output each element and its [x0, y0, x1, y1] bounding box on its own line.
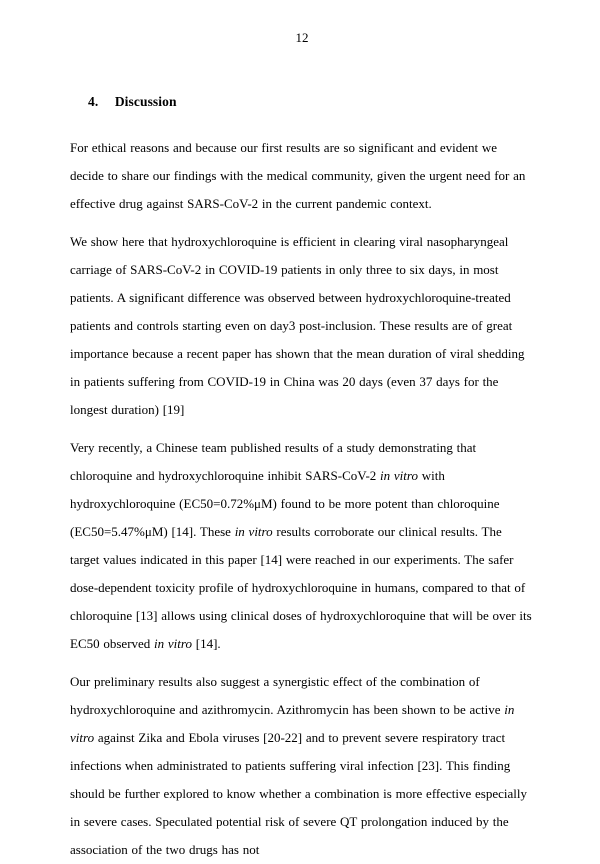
paragraph	[70, 434, 534, 658]
text-run: results corroborate our clinical results. The target values indicated in this paper [14] were reached in our experiments. The safer dose-dependent toxicity profile of hydroxychloroquine in humans, compared to that of chloroquine [13] allows using clinical doses of hydroxychloroquine that will be over its EC50 observed	[70, 524, 532, 651]
text-run: Very recently, a Chinese team published results of a study demonstrating that chloroquine and hydroxychloroquine inhibit SARS-CoV-2	[70, 440, 477, 483]
section-number: 4.	[88, 94, 99, 109]
text-run: against Zika and Ebola viruses [20-22] and to prevent severe respiratory tract infections when administrated to patients suffering viral infection [23]. This finding should be further explored to know whether a combination is more effective especially in severe cases. Speculated potential risk of severe QT prolongation induced by the association of the two drugs has not	[70, 730, 528, 857]
paragraph	[70, 668, 534, 864]
text-run: For ethical reasons and because our first results are so significant and evident we decide to share our findings with the medical community, given the urgent need for an effective drug against SARS-CoV-2 in the current pandemic context.	[70, 140, 526, 211]
section-title: Discussion	[114, 94, 177, 109]
italic-text-run: in vitro	[70, 702, 515, 745]
text-run: Our preliminary results also suggest a synergistic effect of the combination of hydroxychloroquine and azithromycin. Azithromycin has been shown to be active	[70, 674, 505, 717]
text-run: with hydroxychloroquine (EC50=0.72%μM) found to be more potent than chloroquine (EC50=5.47%μM) [14]. These	[70, 468, 500, 539]
paragraph	[70, 228, 534, 424]
page-number: 12	[295, 30, 309, 45]
italic-text-run: in vitro	[380, 468, 418, 483]
text-run: We show here that hydroxychloroquine is efficient in clearing viral nasopharyngeal carriage of SARS-CoV-2 in COVID-19 patients in only three to six days, in most patients. A significant difference was observed between hydroxychloroquine-treated patients and controls starting even on day3 post-inclusion. These results are of great importance because a recent paper has shown that the mean duration of viral shedding in patients suffering from COVID-19 in China was 20 days (even 37 days for the longest duration) [19]	[70, 234, 525, 417]
paragraphs	[70, 134, 534, 864]
paragraph	[70, 134, 534, 218]
section-heading	[88, 94, 534, 110]
text-run: [14].	[191, 636, 221, 651]
italic-text-run: in vitro	[234, 524, 273, 539]
italic-text-run: in vitro	[154, 636, 192, 651]
